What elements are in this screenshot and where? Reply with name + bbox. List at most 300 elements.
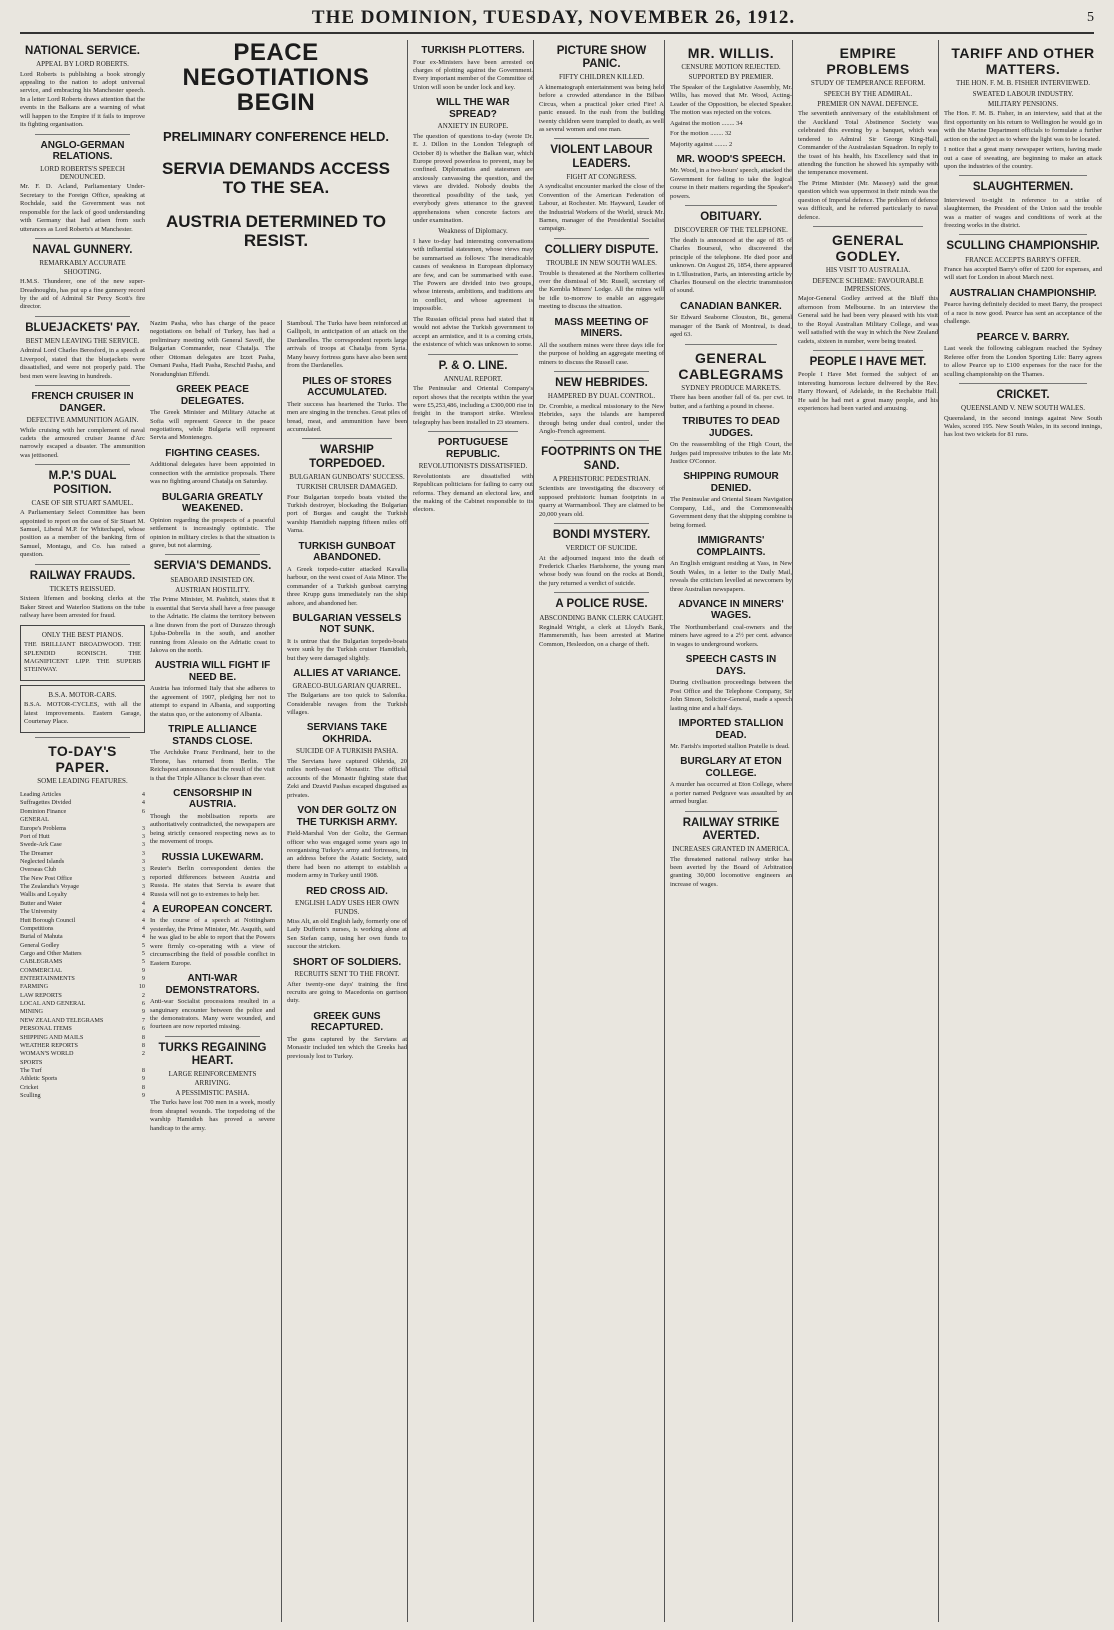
headline: SHORT OF SOLDIERS. — [292, 956, 402, 968]
toc-row — [20, 942, 145, 950]
subheadline: FRANCE ACCEPTS BARRY'S OFFER. — [965, 255, 1081, 264]
toc-page: 3 — [141, 866, 145, 874]
divider — [165, 554, 260, 555]
toc-row — [20, 816, 145, 824]
headline: SLAUGHTERMEN. — [972, 181, 1074, 194]
divider — [554, 592, 649, 593]
toc-row — [20, 825, 145, 833]
toc-label: The Zealandia's Voyage — [20, 883, 79, 891]
toc-row — [20, 992, 145, 1000]
toc-row — [20, 917, 145, 925]
subheadline: ABSCONDING BANK CLERK CAUGHT. — [539, 613, 664, 622]
divider — [813, 350, 923, 351]
toc-label: GENERAL — [20, 816, 49, 824]
divider — [35, 238, 130, 239]
headline: VON DER GOLTZ ON THE TURKISH ARMY. — [296, 805, 398, 828]
headline: CANADIAN BANKER. — [680, 300, 782, 312]
divider — [35, 316, 130, 317]
toc-row — [20, 908, 145, 916]
article-body: Sixteen lifemen and booking clerks at the Baker Street and Waterloo Stations on the tube railway have been arrested for fraud. — [20, 595, 145, 620]
banner-deck-3: AUSTRIA DETERMINED TO RESIST. — [165, 211, 387, 251]
divider — [554, 371, 649, 372]
article-body: Austria has informed Italy that she adheres to the agreement of 1907, pledging her not to attempt to expand in Albania, and supporting the status quo, or the autonomy of Albania. — [150, 685, 275, 718]
toc-row — [20, 858, 145, 866]
subheadline: TURKISH CRUISER DAMAGED. — [296, 483, 398, 492]
article-body: The Servians have captured Okhrida, 20 miles north-east of Monastir. The official accounts of the Monastir fighting state that Zeki and Dzavid Pashas escaped disguised as privates. — [287, 757, 407, 799]
toc-label: Burial of Mahuta — [20, 933, 63, 941]
toc-page: 10 — [138, 983, 145, 991]
column-2a — [150, 320, 275, 1622]
headline: CRICKET. — [996, 388, 1050, 401]
article-body: H.M.S. Thunderer, one of the new super-Dreadnoughts, has put up a fine gunnery record by the aid of Admiral Sir Percy Scott's fire director. — [20, 278, 145, 311]
article-body: Admiral Lord Charles Beresford, in a speech at Liverpool, stated that the bluejackets were dissatisfied, and were not properly paid. The best men were leaving in hundreds. — [20, 347, 145, 380]
headline: PEOPLE I HAVE MET. — [809, 356, 927, 369]
page-number: 5 — [1087, 10, 1094, 25]
subheadline: BEST MEN LEAVING THE SERVICE. — [25, 337, 140, 346]
toc-label: WOMAN'S WORLD — [20, 1050, 74, 1058]
toc-label: PERSONAL ITEMS — [20, 1025, 72, 1033]
toc-row — [20, 1017, 145, 1025]
headline: TRIBUTES TO DEAD JUDGES. — [682, 416, 780, 439]
toc-page: 3 — [141, 841, 145, 849]
article-body: Though the mobilisation reports are authoritatively contradicted, the newspapers are being strictly censored respecting news as to the movement of troops. — [150, 812, 275, 846]
toc-label: NEW ZEALAND TELEGRAMS — [20, 1016, 104, 1024]
subheadline: ANNUAL REPORT. — [443, 374, 503, 383]
headline: TARIFF AND OTHER MATTERS. — [951, 45, 1095, 78]
headline: TRIPLE ALLIANCE STANDS CLOSE. — [168, 724, 257, 747]
article-body: The Prime Minister, M. Pashitch, states that it is essential that Servia shall have a free passage to the Adriatic. He claims the territory between a line drawn from the port of Durazzo through Ljuba-Dobrella in the south, and another running from Alessio on the Adriatic coast to Jakova on the north. — [150, 596, 275, 654]
article-body: It is untrue that the Bulgarian torpedo-boats were sunk by the Turkish cruiser Hamidieh, but they were damaged slightly. — [287, 637, 407, 662]
toc-row — [20, 1067, 145, 1075]
article-body: The Northumberland coal-owners and the miners have agreed to a 2½ per cent. advance in wages to underground workers. — [670, 623, 792, 648]
article-body: Sir Edward Seaborne Clouston, Bt., general manager of the Bank of Montreal, is dead, aged 63. — [670, 314, 792, 339]
toc-label: FARMING — [20, 983, 49, 991]
toc-page: 5 — [141, 941, 145, 949]
article-body: People I Have Met formed the subject of an interesting humorous lecture delivered by the Rev. Harry Howard, of Adelaide, in the Rechabite Hall. He said he had met a great many people, and his experiences had been varied and amusing. — [798, 371, 938, 412]
toc-label: SHIPPING AND MAILS — [20, 1033, 84, 1041]
toc-row — [20, 933, 145, 941]
toc-row — [20, 1025, 145, 1033]
subheadline: SUICIDE OF A TURKISH PASHA. — [295, 747, 399, 756]
article-body: Four Bulgarian torpedo boats visited the Turkish destroyer, blockading the Bulgarian port of Burgas and caught the Turkish warship Hamidieh napping fifteen miles off Varna. — [287, 493, 407, 535]
toc-row — [20, 1084, 145, 1092]
subheadline: LORD ROBERTS'S SPEECH DENOUNCED. — [40, 164, 125, 182]
article-body: Anti-war Socialist processions resulted in a sanguinary encounter between the police and the demonstrators. Many were wounded, and fourteen are now reported missing. — [150, 998, 275, 1031]
headline: P. & O. LINE. — [438, 359, 508, 372]
article-body: France has accepted Barry's offer of £200 for expenses, and will start for London in about March next. — [944, 266, 1102, 282]
subheadline: FIGHT AT CONGRESS. — [566, 172, 637, 181]
toc-label: Butter and Water — [20, 899, 62, 907]
headline: EMPIRE PROBLEMS — [826, 45, 910, 78]
divider — [554, 440, 649, 441]
toc-subtitle: SOME LEADING FEATURES. — [37, 776, 128, 785]
divider — [959, 175, 1087, 176]
divider — [959, 383, 1087, 384]
article-body: The Speaker of the Legislative Assembly, Mr. Willis, has moved that Mr. Wood, Acting-Leader of the Opposition, be elected Speaker. The motion was rejected on the voices. — [670, 83, 792, 117]
divider — [165, 1036, 260, 1037]
article-body: At the adjourned inquest into the death of Frederick Charles Hartshorne, the young man whose body was found on the rocks at Bondi, the jury returned a verdict of suicide. — [539, 554, 664, 587]
toc-page: 5 — [141, 949, 145, 957]
headline: VIOLENT LABOUR LEADERS. — [550, 144, 653, 170]
toc-row — [20, 875, 145, 883]
toc-row — [20, 866, 145, 874]
toc-label: General Godley — [20, 941, 60, 949]
divider — [428, 431, 518, 432]
article-body: The threatened national railway strike has been averted by the Board of Arbitration granting 30,000 locomotive engineers an increase of wages. — [670, 855, 792, 888]
headline: BURGLARY AT ETON COLLEGE. — [680, 756, 782, 779]
column-5 — [664, 40, 792, 1622]
headline: FIGHTING CEASES. — [165, 447, 260, 459]
headline: NATIONAL SERVICE. — [24, 45, 141, 57]
article-body: Stamboul. The Turks have been reinforced at Gallipoli, in anticipation of an attack on the Dardanelles. The correspondent reports large arrivals of troops at Chatalja from Syria. Many heavy fortress guns have also been sent from the Dardanelles. — [287, 320, 407, 370]
toc-label: Hutt Borough Council — [20, 916, 76, 924]
headline: MR. WOOD'S SPEECH. — [676, 153, 786, 165]
subheadline: REMARKABLY ACCURATE SHOOTING. — [39, 259, 126, 276]
subheadline: SPEECH BY THE ADMIRAL. — [823, 89, 913, 98]
toc-row — [20, 791, 145, 799]
advertisement — [20, 625, 145, 681]
headline: PICTURE SHOW PANIC. — [556, 45, 647, 71]
subheadline: DISCOVERER OF THE TELEPHONE. — [674, 226, 788, 235]
subheadline: FIFTY CHILDREN KILLED. — [558, 73, 645, 82]
article-body: After twenty-one days' training the first recruits are going to Macedonia on garrison duty. — [287, 980, 407, 1005]
headline: TURKS REGAINING HEART. — [158, 1041, 267, 1068]
toc-label: The New Post Office — [20, 874, 73, 882]
divider — [959, 234, 1087, 235]
column-6 — [792, 40, 938, 1622]
subheadline: Weakness of Diplomacy. — [438, 227, 508, 236]
article-body: There has been another fall of 6s. per cwt. in butter, and a farthing a pound in cheese. — [670, 394, 792, 410]
subheadline: HAMPERED BY DUAL CONTROL. — [547, 392, 656, 401]
toc-page: 8 — [141, 1066, 145, 1074]
toc-label: WEATHER REPORTS — [20, 1041, 78, 1049]
toc-row — [20, 841, 145, 849]
toc-row — [20, 950, 145, 958]
toc-row — [20, 1000, 145, 1008]
toc-row — [20, 958, 145, 966]
column-2b — [281, 320, 407, 1622]
toc-page: 7 — [141, 1016, 145, 1024]
headline: ADVANCE IN MINERS' WAGES. — [678, 598, 784, 622]
banner-deck-2: SERVIA DEMANDS ACCESS TO THE SEA. — [162, 158, 390, 198]
vote-line: For the motion ........ 32 — [670, 130, 732, 138]
article-body: A Greek torpedo-cutter attacked Kavalla harbour, on the west coast of Asia Minor. The commander of a Turkish gunboat carrying three Krupp guns immediately ran the ship ashore, and abandoned her. — [287, 565, 407, 607]
article-body: Mr. Farish's imported stallion Pratelle is dead. — [670, 743, 790, 750]
toc-label: Cricket — [20, 1083, 39, 1091]
toc-label: The Dreamer — [20, 849, 53, 857]
headline: BULGARIAN VESSELS NOT SUNK. — [292, 612, 402, 636]
article-body: All the southern mines were three days idle for the purpose of holding an aggregate meeting of miners to discuss the Russell case. — [539, 341, 664, 366]
toc-page: 9 — [141, 1092, 145, 1100]
headline: SCULLING CHAMPIONSHIP. — [946, 240, 1100, 253]
subheadline: ENGLISH LADY USES HER OWN FUNDS. — [295, 899, 399, 916]
toc-page: 3 — [141, 849, 145, 857]
subheadline: STUDY OF TEMPERANCE REFORM. — [810, 79, 926, 88]
article-body: Lord Roberts is publishing a book strongly appealing to the nation to adopt universal service, and embracing his Manchester speech. In a letter Lord Roberts draws attention that the events in the Balkans are a warning of what will happen to the Empire if it fails to improve its fighting organisation. — [20, 70, 145, 129]
headline: SPEECH CASTS IN DAYS. — [685, 654, 777, 677]
advertisement — [20, 685, 145, 733]
headline: WILL THE WAR SPREAD? — [436, 97, 510, 120]
table-of-contents — [20, 791, 145, 1100]
article-body: Additional delegates have been appointed in connection with the armistice proposals. There was no fighting around Chatalja on Saturday. — [150, 461, 275, 486]
headline: PILES OF STORES ACCUMULATED. — [302, 375, 392, 399]
toc-page: 3 — [141, 883, 145, 891]
article-body: The Greek Minister and Military Attache at Sofia will represent Greece in the peace negotiations, while Bulgaria will represent Servia and Montenegro. — [150, 409, 275, 442]
subheadline: MILITARY PENSIONS. — [988, 99, 1058, 108]
toc-label: Sculling — [20, 1092, 41, 1100]
subheadline: A PREHISTORIC PEDESTRIAN. — [552, 474, 651, 483]
article-body: The question of questions to-day (wrote Dr. E. J. Dillon in the London Telegraph of October 8) is whether the Balkan war, which Europe proved powerless to prevent, may be confined. Diplomatists and statesmen are anxiously canvassing the question, and the views are divided. Nobody doubts the theoretical possibility of the task, yet everybody gives utterance to the gravest apprehensions when concrete factors are under examination. — [413, 132, 533, 225]
article-body: The death is announced at the age of 85 of Charles Bourseul, who discovered the principle of the telephone. He died poor and unknown. On August 26, 1854, there appeared in L'Illustration, Paris, an interesting article by Charles Bourseul on the electric transmission of sound. — [670, 236, 792, 295]
divider — [35, 737, 130, 738]
subheadline: GRAECO-BULGARIAN QUARREL. — [292, 681, 402, 690]
subheadline: VERDICT OF SUICIDE. — [565, 544, 638, 553]
headline: MR. WILLIS. — [687, 45, 775, 61]
headline: ANGLO-GERMAN RELATIONS. — [40, 139, 125, 163]
toc-label: The University — [20, 908, 58, 916]
toc-label: Suffragettes Divided — [20, 799, 72, 807]
headline: IMPORTED STALLION DEAD. — [678, 718, 784, 741]
article-body: Revolutionists are dissatisfied with Republican politicians for failing to carry out reforms. They demand an electoral law, and the making of the Cabinet responsible to its electors. — [413, 472, 533, 514]
toc-label: Leading Articles — [20, 791, 62, 799]
article-body: Major-General Godley arrived at the Bluff this afternoon from Melbourne. In an interview the General said he had been very pleased with his visit to the Royal Australian Military College, and was well satisfied with the way in which the New Zealand cadets, sixteen in number, were being treated. — [798, 295, 938, 345]
subheadline: SYDNEY PRODUCE MARKETS. — [681, 383, 781, 392]
subheadline: THE HON. F. M. B. FISHER INTERVIEWED. — [955, 79, 1090, 88]
subheadline: APPEAL BY LORD ROBERTS. — [36, 60, 129, 69]
headline: GREEK GUNS RECAPTURED. — [310, 1010, 384, 1034]
toc-row — [20, 1042, 145, 1050]
subheadline: RECRUITS SENT TO THE FRONT. — [294, 970, 400, 979]
article-body: Mr. F. D. Acland, Parliamentary Under-Secretary to the Foreign Office, speaking at Rochdale, said the Government was not responsible for the lack of good understanding with Germany that had arisen from such utterances as Lord Roberts's at Manchester. — [20, 183, 145, 233]
article-body: Scientists are investigating the discovery of supposed prehistoric human footprints in a quarry at Warrnambool. They are claimed to be 20,000 years old. — [539, 485, 664, 518]
toc-row — [20, 1008, 145, 1016]
toc-page: 3 — [141, 832, 145, 840]
divider — [685, 811, 777, 812]
headline: ALLIES AT VARIANCE. — [293, 668, 401, 680]
headline: SERVIANS TAKE OKHRIDA. — [306, 722, 388, 745]
headline: A EUROPEAN CONCERT. — [152, 903, 273, 915]
subheadline: PREMIER ON NAVAL DEFENCE. — [817, 99, 919, 108]
subheadline: REVOLUTIONISTS DISSATISFIED. — [418, 462, 528, 471]
headline: AUSTRALIAN CHAMPIONSHIP. — [949, 287, 1097, 299]
article-body: A murder has occurred at Eton College, where a porter named Pedgrave was assaulted by an armed burglar. — [670, 781, 792, 806]
toc-page: 4 — [141, 916, 145, 924]
divider — [554, 138, 649, 139]
subheadline: INCREASES GRANTED IN AMERICA. — [672, 845, 790, 854]
headline: CENSORSHIP IN AUSTRIA. — [173, 787, 252, 811]
headline: MASS MEETING OF MINERS. — [554, 316, 649, 340]
article-body: Their success has heartened the Turks. The men are singing in the trenches. Great piles of bread, meat, and ammunition have been accumulated. — [287, 400, 407, 433]
divider — [685, 205, 777, 206]
article-body: The Russian official press had stated that it would not advise the Turkish government to accept an armistice, and it is a coming crisis, the existence of which was unknown to some. — [413, 315, 533, 349]
toc-page: 2 — [141, 1050, 145, 1058]
toc-label: Europe's Problems — [20, 824, 67, 832]
toc-page: 4 — [141, 924, 145, 932]
toc-page: 2 — [141, 991, 145, 999]
vote-line: Against the motion ........ 34 — [670, 119, 743, 127]
headline: FRENCH CRUISER IN DANGER. — [31, 391, 134, 414]
toc-row — [20, 967, 145, 975]
toc-row — [20, 883, 145, 891]
toc-label: Swede-Ark Case — [20, 841, 62, 849]
article-body: The Peninsular and Oriental Steam Navigation Company, Ltd., and the Commonwealth Government deny that the shipping combine is being formed. — [670, 496, 792, 529]
article-body: In the course of a speech at Nottingham yesterday, the Prime Minister, Mr. Asquith, said he was glad to be able to report that the Powers were firmly co-operating with a view of circumscribing the field of possible conflict in Eastern Europe. — [150, 917, 275, 967]
headline: GENERAL CABLEGRAMS — [678, 349, 784, 382]
column-7 — [938, 40, 1102, 1622]
headline: AUSTRIA WILL FIGHT IF NEED BE. — [154, 660, 271, 683]
headline: SHIPPING RUMOUR DENIED. — [683, 471, 779, 494]
main-banner — [150, 40, 402, 251]
article-body: The Hon. F. M. B. Fisher, in an interview, said that at the first opportunity on his return to Wellington he would go in with the Marine Department officials to formulate a further action on the subject as to where the light was to be located. — [944, 110, 1102, 143]
toc-label: LOCAL AND GENERAL — [20, 1000, 86, 1008]
headline: SERVIA'S DEMANDS. — [153, 560, 272, 573]
toc-label: Port of Hutt — [20, 832, 50, 840]
toc-row — [20, 891, 145, 899]
article-body: Pearce having definitely decided to meet Barry, the prospect of a race is now good. Pearce has sent an acceptance of the challenge. — [944, 301, 1102, 326]
toc-label: Neglected Islands — [20, 858, 65, 865]
toc-page: 4 — [141, 899, 145, 907]
banner-headline: PEACE NEGOTIATIONS BEGIN — [182, 39, 370, 117]
headline: RED CROSS AID. — [306, 885, 388, 897]
article-body: Opinion regarding the prospects of a peaceful settlement is increasingly optimistic. The opinion in military circles is that the situation is grave, but not alarming. — [150, 516, 275, 549]
article-body: An English emigrant residing at Yass, in New South Wales, in a letter to the Daily Mail, reveals the criticism levelled at newcomers by three Australian newspapers. — [670, 560, 792, 593]
headline: BLUEJACKETS' PAY. — [25, 321, 140, 334]
article-body: The Prime Minister (Mr. Massey) said the great question which was uppermost in their minds was the question of Imperial defence. The problem of defence was difficult, and he referred particularly to naval defence. — [798, 179, 938, 221]
toc-page: 5 — [141, 958, 145, 966]
headline: FOOTPRINTS ON THE SAND. — [541, 446, 662, 472]
subheadline: CASE OF SIR STUART SAMUEL. — [31, 498, 134, 507]
article-body: I notice that a great many newspaper writers, having made out a case of sweating, are beginning to make an attack upon the industries of the country. — [944, 146, 1102, 170]
subheadline: ANXIETY IN EUROPE. — [437, 122, 509, 131]
subheadline: QUEENSLAND V. NEW SOUTH WALES. — [961, 404, 1085, 413]
article-body: Four ex-Ministers have been arrested on charges of plotting against the Government. Every important member of the Committee of Union will soon be under lock and key. — [413, 58, 533, 91]
toc-page: 3 — [141, 874, 145, 882]
subheadline: TROUBLE IN NEW SOUTH WALES. — [546, 259, 657, 268]
toc-label: Dominion Finance — [20, 807, 67, 815]
subheadline: BULGARIAN GUNBOATS' SUCCESS. — [289, 472, 405, 481]
toc-label: ENTERTAINMENTS — [20, 975, 75, 983]
article-body: Miss Alt, an old English lady, formerly one of Lady Dufferin's nurses, is working alone at Sen Stefan camp, using her own funds to succour the stricken. — [287, 917, 407, 951]
toc-page: 8 — [141, 1033, 145, 1041]
toc-row — [20, 1092, 145, 1100]
toc-page: 6 — [141, 807, 145, 815]
toc-label: Wallis and Loyalty — [20, 891, 67, 899]
article-body: During civilisation proceedings between the Post Office and the Telephone Company, Sir John Simon, Solicitor-General, made a speech lasting nine and a half days. — [670, 679, 792, 712]
article-body: The Bulgarians are too quick to Salonika. Considerable ravages from the Turkish villages. — [287, 692, 407, 717]
headline: TURKISH PLOTTERS. — [421, 45, 525, 56]
headline: RAILWAY FRAUDS. — [29, 569, 136, 582]
headline: COLLIERY DISPUTE. — [544, 243, 659, 256]
headline: IMMIGRANTS' COMPLAINTS. — [696, 535, 766, 558]
toc-label: Competitions — [20, 924, 54, 932]
toc-page: 9 — [141, 1075, 145, 1083]
toc-row — [20, 1059, 145, 1067]
article-body: A syndicalist encounter marked the close of the Convention of the American Federation of Labour, at Rochester. Mr. Hayward, Leader of the Industrial Workers of the World, struck Mr. Barnes, manager of the Presidential Socialist campaign. — [539, 183, 664, 233]
headline: RAILWAY STRIKE AVERTED. — [682, 816, 780, 842]
toc-label: LAW REPORTS — [20, 991, 62, 999]
headline: A POLICE RUSE. — [555, 598, 648, 611]
article-body: The seventieth anniversary of the establishment of the Auckland Total Abstinence Society was celebrated this evening by a banquet, which was tendered to Admiral Sir George King-Hall, Commander of the Australasian Squadron. In reply to the toast of his health, his Excellency said that in attending the function he showed his sympathy with the temperance movement. — [798, 110, 938, 177]
column-1 — [20, 40, 145, 1622]
subheadline: HIS VISIT TO AUSTRALIA. — [825, 266, 911, 275]
masthead-title: THE DOMINION, TUESDAY, NOVEMBER 26, 1912. — [311, 7, 796, 28]
toc-row — [20, 799, 145, 807]
article-body: The guns captured by the Servians at Monastir included ten which the Greeks had previously lost to Turkey. — [287, 1035, 407, 1060]
toc-row — [20, 1075, 145, 1083]
article-body: Nazim Pasha, who has charge of the peace negotiations on behalf of Turkey, has had a preliminary meeting with General Savoff, the Bulgarian Commander, near Chatalja. The other Ottoman delegates are Izzet Pasha, Osmani Pasha, Hadi Pasha, Reschid Pasha, and Noradunghian Effendi. — [150, 320, 275, 378]
article-body: Interviewed to-night in reference to a strike of slaughtermen, the President of the Union said the trouble was a matter of wages and conditions of work at the freezing works in the district. — [944, 196, 1102, 229]
toc-page: 8 — [141, 1041, 145, 1049]
subheadline: CENSURE MOTION REJECTED. — [681, 63, 781, 72]
vote-line: Majority against ........ 2 — [670, 140, 733, 148]
toc-row — [20, 925, 145, 933]
article-body: Reginald Wright, a clerk at Lloyd's Bank, Hammersmith, has been arrested at Marine Common, Hesleedon, on a charge of theft. — [539, 623, 664, 648]
headline: BONDI MYSTERY. — [552, 528, 651, 541]
headline: NEW HEBRIDES. — [555, 377, 648, 390]
headline: ANTI-WAR DEMONSTRATORS. — [165, 973, 260, 996]
banner-deck-1: PRELIMINARY CONFERENCE HELD. — [162, 128, 390, 144]
toc-row — [20, 975, 145, 983]
subheadline: DEFENCE SCHEME: FAVOURABLE IMPRESSIONS. — [812, 276, 924, 294]
toc-page: 4 — [141, 799, 145, 807]
headline: RUSSIA LUKEWARM. — [161, 851, 264, 863]
toc-row — [20, 1034, 145, 1042]
toc-label: SPORTS — [20, 1058, 43, 1066]
toc-row — [20, 833, 145, 841]
subheadline: AUSTRIAN HOSTILITY. — [175, 585, 250, 594]
headline: PORTUGUESE REPUBLIC. — [437, 437, 508, 460]
article-body: A kinematograph entertainment was being held before a crowded attendance in the Bilbao Circus, when a practical joker cried Fire! A panic ensued. In the rush from the building twenty children were trampled to death, as well as several women and one man. — [539, 83, 664, 134]
toc-row — [20, 808, 145, 816]
divider — [35, 385, 130, 386]
toc-row — [20, 983, 145, 991]
divider — [35, 134, 130, 135]
divider — [685, 344, 777, 345]
ad-body: B.S.A. MOTOR-CYCLES, with all the latest improvements. Eastern Garage, Courtenay Place. — [24, 701, 141, 726]
toc-label: The Turf — [20, 1066, 42, 1074]
column-4 — [533, 40, 664, 1622]
column-3 — [407, 40, 533, 1622]
toc-page: 9 — [141, 1008, 145, 1016]
toc-row — [20, 900, 145, 908]
article-body: Dr. Crombie, a medical missionary to the New Hebrides, says the islands are hampered through being under dual control, under the Anglo-French agreement. — [539, 402, 664, 435]
toc-label: Athletic Sports — [20, 1075, 58, 1083]
ad-title: B.S.A. MOTOR-CARS. — [48, 690, 117, 699]
toc-title: TO-DAY'S PAPER. — [48, 742, 117, 775]
headline: TURKISH GUNBOAT ABANDONED. — [298, 540, 396, 564]
toc-page: 4 — [141, 933, 145, 941]
headline: M.P.'S DUAL POSITION. — [48, 470, 117, 496]
subheadline: SUPPORTED BY PREMIER. — [688, 73, 774, 82]
article-body: The Archduke Franz Ferdinand, heir to the Throne, has returned from Berlin. The Reichspost announces that the result of the visit is that the Triple Alliance is closer than ever. — [150, 749, 275, 782]
toc-page: 9 — [141, 966, 145, 974]
toc-row — [20, 1050, 145, 1058]
subheadline: LARGE REINFORCEMENTS ARRIVING. — [168, 1070, 257, 1087]
ad-body: THE BRILLIANT BROADWOOD. THE SPLENDID RONISCH. THE MAGNIFICENT LIPP. THE SUPERB STEINWAY. — [24, 641, 141, 674]
headline: WARSHIP TORPEDOED. — [309, 444, 385, 470]
toc-page: 3 — [141, 858, 145, 865]
article-body: I have to-day had interesting conversations with influential statesmen, whose views may be summarised as follows: The ineradicable causes of weakness in European diplomacy are few, and can be summarised with ease. The Powers are divided into two groups, whose interests, ambitions, and traditions are in conflict, and whose agreement is impossible. — [413, 237, 533, 313]
toc-label: Overseas Club — [20, 866, 57, 874]
toc-page: 3 — [141, 824, 145, 832]
toc-label: COMMERCIAL — [20, 966, 62, 974]
divider — [428, 354, 518, 355]
subheadline: TICKETS REISSUED. — [49, 585, 116, 593]
article-body: On the reassembling of the High Court, the Judges paid impressive tributes to the late Mr. Justice O'Connor. — [670, 441, 792, 465]
toc-page: 6 — [141, 1000, 145, 1008]
toc-page: 8 — [141, 1083, 145, 1091]
subheadline: SEABOARD INSISTED ON. — [170, 575, 255, 584]
